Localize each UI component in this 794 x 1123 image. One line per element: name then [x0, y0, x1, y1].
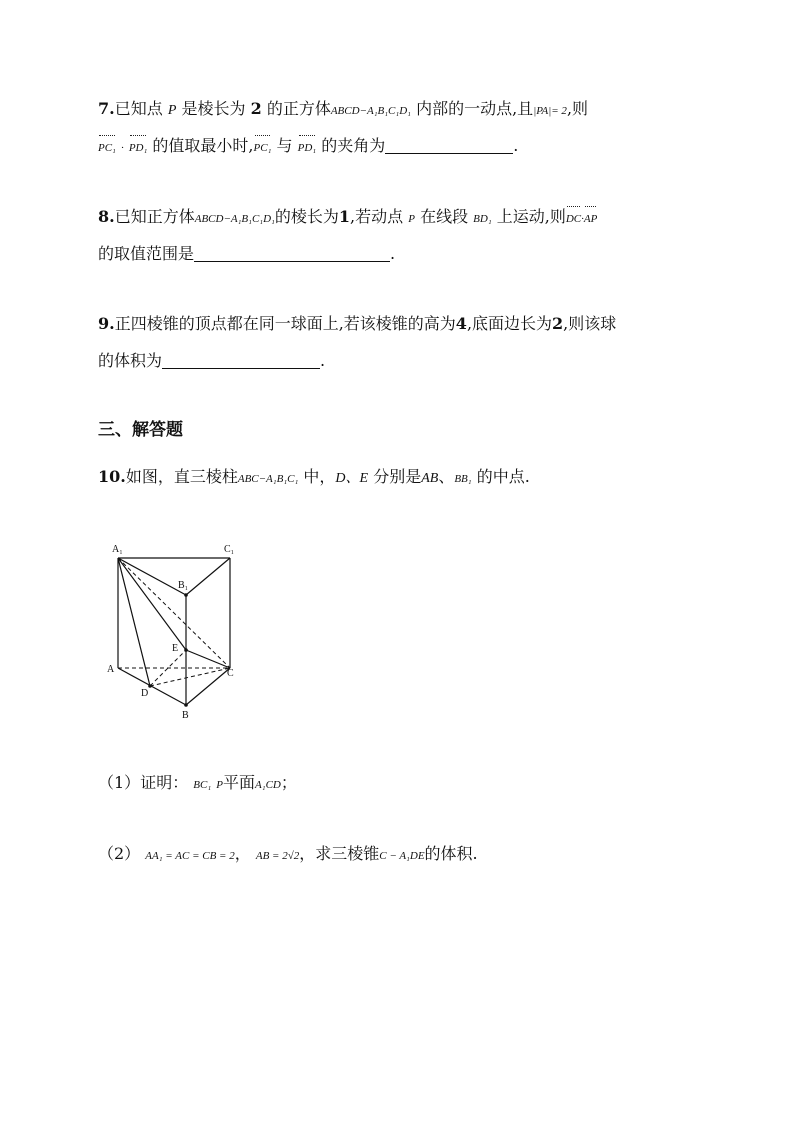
q7-text: 内部的一动点,且 [416, 99, 534, 118]
q7-cube: ABCD−A₁B₁C₁D₁ [330, 105, 411, 117]
label-d: D [141, 688, 149, 699]
q7-vector-pd1: PD₁ [298, 137, 317, 159]
q10-text: 中， [303, 467, 336, 486]
edge-b1c1 [186, 558, 230, 595]
q8-text: 的取值范围是 [98, 244, 195, 263]
q10-parallel-symbol: P [216, 779, 224, 791]
q7-text: 与 [276, 136, 293, 155]
q10-text: 平面 [223, 773, 256, 792]
label-b: B [182, 710, 189, 721]
q7-text: 已知点 [114, 99, 163, 118]
q7-text: 的正方体 [266, 99, 331, 118]
q9-text: ,则该球 [563, 314, 617, 333]
q7-dot: · [120, 142, 124, 154]
label-a1: A₁ [112, 544, 123, 555]
label-b1: B₁ [178, 580, 189, 591]
edge-dc-dashed [150, 668, 230, 686]
q8-answer-blank[interactable] [194, 245, 390, 262]
q10-text: ， [234, 844, 251, 863]
q7-vector-pc1: PC₁ [98, 137, 116, 159]
label-c: C [227, 668, 234, 679]
q10-condition-1: AA₁ = AC = CB = 2 [145, 850, 235, 862]
q10-bc1: BC₁ [193, 779, 212, 791]
q10-condition-2: AB = 2√2 [255, 850, 300, 862]
q10-pyramid: C − A₁DE [379, 850, 425, 862]
q10-part2-label: （2） [98, 844, 141, 863]
q10-bb1: BB₁ [454, 473, 472, 485]
label-e: E [172, 643, 179, 654]
q10-ab: AB [421, 471, 439, 486]
q10-text: ； [280, 773, 297, 792]
q9-base: 2 [552, 314, 564, 333]
q10-text: 的中点. [476, 467, 530, 486]
q8-cube: ABCD−A₁B₁C₁D₁ [194, 213, 275, 225]
q7-edge-len: 2 [250, 99, 262, 118]
q10-text: 的体积. [424, 844, 478, 863]
q8-text: 已知正方体 [114, 207, 195, 226]
q10-part1-label: （1） [98, 773, 141, 792]
q7-text: 的夹角为 [321, 136, 386, 155]
q8-vector-ap: AP [584, 208, 597, 230]
q10-line1 [98, 466, 530, 490]
q8-var-p: P [408, 213, 415, 225]
q10-text: 如图，直三棱柱 [125, 467, 238, 486]
q7-line1 [98, 98, 588, 122]
q8-end: . [390, 244, 396, 263]
q9-answer-blank[interactable] [162, 352, 320, 369]
q7-end: . [513, 136, 519, 155]
q8-dot: · [581, 213, 584, 225]
q8-edge-len: 1 [338, 207, 351, 226]
q8-line1 [98, 206, 597, 230]
q9-end: . [320, 351, 326, 370]
edge-a1d [118, 558, 150, 686]
edge-a1b1 [118, 558, 189, 595]
q10-prism: ABC−A₁B₁C₁ [237, 473, 299, 485]
edge-ab [118, 668, 186, 705]
point-b [184, 703, 188, 707]
q9-line2 [98, 350, 325, 372]
q7-answer-blank[interactable] [385, 137, 513, 154]
q8-text: 在线段 [420, 207, 469, 226]
q10-plane: A₁CD [255, 779, 281, 791]
q8-vector-dc: DC [566, 208, 581, 230]
point-e [184, 648, 188, 652]
edge-ec [186, 650, 230, 668]
q10-sep: 、 [438, 467, 455, 486]
q8-line2 [98, 243, 395, 265]
q9-height: 4 [455, 314, 467, 333]
q7-text: ,则 [566, 99, 589, 118]
edge-bc [186, 668, 230, 705]
edge-a1e [118, 558, 189, 650]
prism-figure [100, 538, 250, 728]
section-heading: 三、解答题 [98, 420, 183, 440]
q9-line1 [98, 313, 616, 335]
point-d [148, 684, 152, 688]
label-c1: C₁ [224, 544, 235, 555]
q10-text: 分别是 [373, 467, 422, 486]
q10-number: 10. [98, 467, 126, 486]
q8-text: 上运动,则 [496, 207, 566, 226]
point-b1 [184, 593, 188, 597]
q10-part2 [98, 843, 478, 867]
q9-number: 9. [98, 314, 115, 333]
q10-points: D、E [335, 471, 369, 486]
q10-text: 证明： [140, 773, 189, 792]
q9-text: 正四棱锥的顶点都在同一球面上,若该棱锥的高为 [114, 314, 456, 333]
q8-text: ,若动点 [350, 207, 404, 226]
q7-line2 [98, 135, 518, 159]
q9-text: 的体积为 [98, 351, 163, 370]
q7-vector-pc1: PC₁ [254, 137, 272, 159]
q7-text: 是棱长为 [181, 99, 246, 118]
q7-number: 7. [98, 99, 115, 118]
q8-text: 的棱长为 [274, 207, 339, 226]
q9-text: ,底面边长为 [466, 314, 553, 333]
q8-segment: BD₁ [473, 213, 492, 225]
q10-part1 [98, 772, 297, 796]
q7-condition: |PA|= 2 [533, 105, 567, 117]
q10-text: ，求三棱锥 [299, 844, 380, 863]
q7-text: 的值取最小时, [152, 136, 254, 155]
q8-number: 8. [98, 207, 115, 226]
label-a: A [107, 664, 115, 675]
q7-vector-pd1: PD₁ [129, 137, 148, 159]
q7-var-p: P [167, 103, 177, 118]
